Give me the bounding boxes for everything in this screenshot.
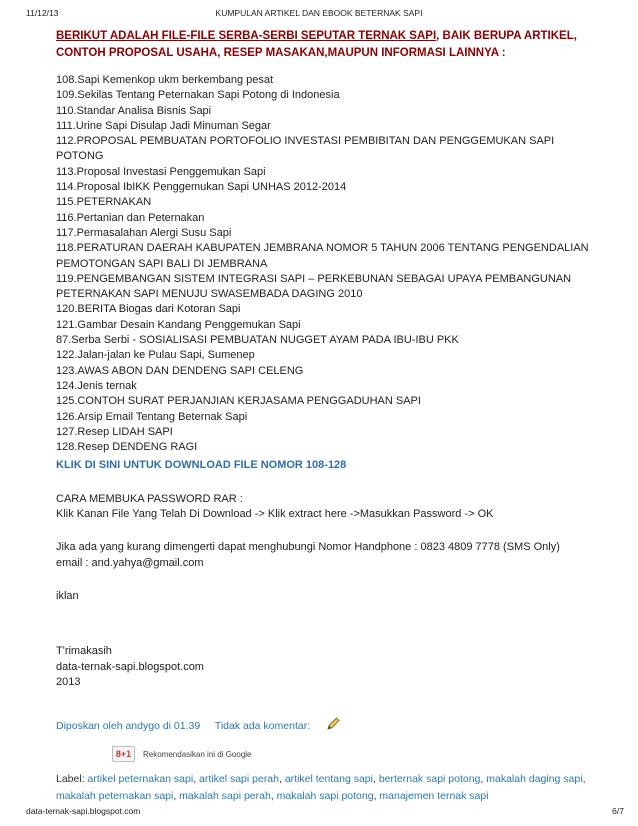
- list-item: 115.PETERNAKAN: [56, 196, 152, 209]
- label-link[interactable]: makalah peternakan sapi: [56, 790, 174, 803]
- post-heading: [56, 28, 596, 61]
- label-link[interactable]: manajemen ternak sapi: [379, 790, 489, 803]
- heading-underlined: BERIKUT ADALAH FILE-FILE SERBA-SERBI SEPUTAR TERNAK SAPI: [56, 30, 437, 42]
- list-item: 123.AWAS ABON DAN DENDENG SAPI CELENG: [56, 364, 304, 377]
- page-number: 6/7: [612, 806, 624, 816]
- download-link[interactable]: KLIK DI SINI UNTUK DOWNLOAD FILE NOMOR 108-128: [56, 459, 347, 472]
- print-title: KUMPULAN ARTIKEL DAN EBOOK BETERNAK SAPI: [215, 8, 423, 18]
- password-steps: Klik Kanan File Yang Telah Di Download -> Klik extract here ->Masukkan Password -> OK: [56, 508, 494, 521]
- password-instructions: [56, 492, 596, 523]
- gplus-share: [112, 746, 596, 762]
- print-url: data-ternak-sapi.blogspot.com: [26, 806, 141, 816]
- list-item: 108.Sapi Kemenkop ukm berkembang pesat: [56, 74, 274, 86]
- iklan-text: iklan: [56, 589, 79, 602]
- list-item: 119.PENGEMBANGAN SISTEM INTEGRASI SAPI – PERKEBUNAN SEBAGAI UPAYA PEMBANGUNAN PETERNAKAN SAPI MENUJU SWASEMBADA DAGING 2010: [56, 272, 572, 301]
- contact-email: email : and.yahya@gmail.com: [56, 556, 204, 569]
- post-body: [56, 28, 596, 805]
- page-header: [26, 8, 608, 20]
- list-item: 120.BERITA Biogas dari Kotoran Sapi: [56, 303, 241, 316]
- list-item: 127.Resep LIDAH SAPI: [56, 425, 173, 438]
- label-link[interactable]: artikel peternakan sapi: [87, 773, 194, 786]
- list-item: 111.Urine Sapi Disulap Jadi Minuman Segar: [56, 119, 271, 132]
- list-item: 128.Resep DENDENG RAGI: [56, 441, 198, 454]
- list-item: 124.Jenis ternak: [56, 379, 137, 392]
- list-item: 126.Arsip Email Tentang Beternak Sapi: [56, 410, 248, 423]
- label-link[interactable]: makalah sapi potong: [276, 790, 374, 803]
- label-link[interactable]: artikel sapi perah: [199, 773, 279, 786]
- gplus-text: Rekomendasikan ini di Google: [143, 749, 252, 759]
- post-time-link[interactable]: 01.39: [173, 720, 201, 733]
- labels-prefix: Label:: [56, 773, 88, 786]
- signoff: [56, 644, 596, 690]
- signoff-site: data-ternak-sapi.blogspot.com: [56, 660, 204, 673]
- gplus-button[interactable]: 8+1: [112, 746, 135, 762]
- edit-pencil-icon[interactable]: [325, 716, 341, 737]
- post-labels: Label: artikel peternakan sapi, artikel sapi perah, artikel tentang sapi, berternak sapi potong, makalah daging sapi, makalah peternakan sapi, makalah sapi perah, makalah sapi potong, manajemen ternak sapi: [56, 773, 586, 803]
- list-item: 112.PROPOSAL PEMBUATAN PORTOFOLIO INVESTASI PEMBIBITAN DAN PENGGEMUKAN SAPI POTONG: [56, 135, 555, 163]
- post-meta: [56, 716, 596, 737]
- file-list: [56, 73, 596, 455]
- list-item: 125.CONTOH SURAT PERJANJIAN KERJASAMA PENGGADUHAN SAPI: [56, 395, 421, 408]
- heading-rest: , BAIK BERUPA ARTIKEL, CONTOH PROPOSAL USAHA, RESEP MASAKAN,MAUPUN INFORMASI LAINNYA :: [56, 30, 577, 59]
- list-item: 122.Jalan-jalan ke Pulau Sapi, Sumenep: [56, 349, 255, 362]
- list-item: 113.Proposal Investasi Penggemukan Sapi: [56, 165, 266, 178]
- posted-by: Diposkan oleh andygo di: [56, 720, 174, 733]
- signoff-year: 2013: [56, 675, 81, 688]
- list-item: 117.Permasalahan Alergi Susu Sapi: [56, 226, 232, 239]
- contact-info: [56, 540, 596, 571]
- label-link[interactable]: makalah daging sapi: [486, 773, 583, 786]
- label-link[interactable]: makalah sapi perah: [179, 790, 271, 803]
- list-item: 121.Gambar Desain Kandang Penggemukan Sapi: [56, 318, 301, 331]
- comments-link[interactable]: Tidak ada komentar:: [214, 720, 311, 733]
- list-item: 116.Pertanian dan Peternakan: [56, 211, 205, 224]
- page-footer: [26, 806, 624, 818]
- label-link[interactable]: berternak sapi potong: [378, 773, 481, 786]
- contact-phone: Jika ada yang kurang dimengerti dapat menghubungi Nomor Handphone : 0823 4809 7778 (SMS Only): [56, 541, 560, 554]
- password-title: CARA MEMBUKA PASSWORD RAR :: [56, 492, 243, 505]
- signoff-thanks: T'rimakasih: [56, 645, 112, 658]
- print-date: 11/12/13: [26, 8, 59, 18]
- list-item: 118.PERATURAN DAERAH KABUPATEN JEMBRANA NOMOR 5 TAHUN 2006 TENTANG PENGENDALIAN PEMOTONGAN SAPI BALI DI JEMBRANA: [56, 242, 589, 270]
- label-link[interactable]: artikel tentang sapi: [284, 773, 373, 786]
- list-item: 110.Standar Analisa Bisnis Sapi: [56, 104, 212, 117]
- list-item: 114.Proposal IbIKK Penggemukan Sapi UNHAS 2012-2014: [56, 181, 347, 194]
- list-item: 87.Serba Serbi - SOSIALISASI PEMBUATAN NUGGET AYAM PADA IBU-IBU PKK: [56, 334, 459, 347]
- list-item: 109.Sekilas Tentang Peternakan Sapi Potong di Indonesia: [56, 89, 340, 102]
